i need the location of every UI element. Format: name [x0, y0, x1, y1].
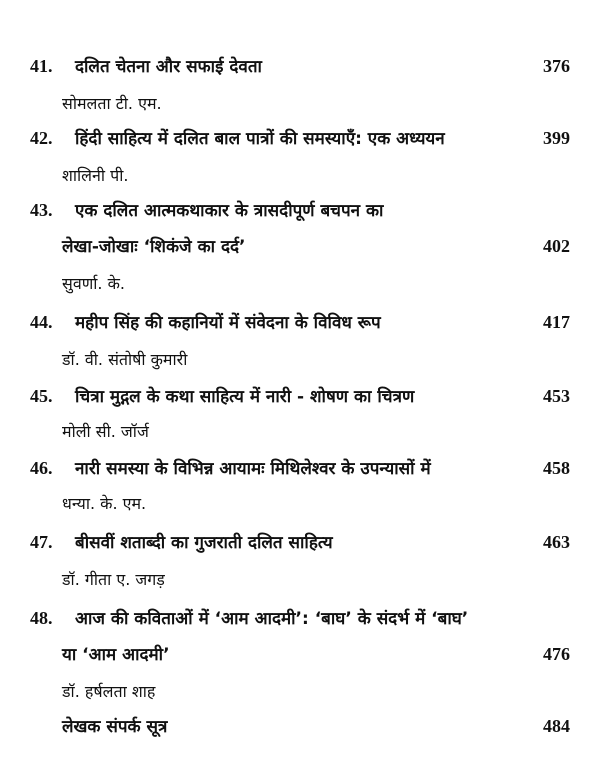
entry-title: नारी समस्या के विभिन्न आयामः मिथिलेश्वर के उपन्यासों में — [75, 459, 431, 479]
entry-author: शालिनी पी. — [62, 166, 129, 185]
toc-entry-45 — [0, 384, 600, 412]
entry-author: धन्या. के. एम. — [62, 494, 147, 513]
entry-title: हिंदी साहित्य में दलित बाल पात्रों की समस्याएँ: एक अध्ययन — [75, 129, 445, 149]
entry-number: 48. — [30, 608, 53, 628]
toc-entry-47 — [0, 530, 600, 558]
entry-page-number: 484 — [543, 716, 570, 736]
toc-entry-author-contacts — [0, 714, 600, 742]
entry-page-number: 476 — [543, 644, 570, 664]
toc-entry-44 — [0, 310, 600, 338]
entry-number: 41. — [30, 56, 53, 76]
entry-title: एक दलित आत्मकथाकार के त्रासदीपूर्ण बचपन का — [75, 201, 384, 221]
entry-author: मोली सी. जॉर्ज — [62, 422, 149, 441]
entry-number: 43. — [30, 200, 53, 220]
entry-number: 42. — [30, 128, 53, 148]
entry-number: 47. — [30, 532, 53, 552]
entry-title: चित्रा मुद्गल के कथा साहित्य में नारी - शोषण का चित्रण — [75, 387, 415, 407]
toc-entry-41 — [0, 54, 600, 82]
entry-number: 44. — [30, 312, 53, 332]
entry-number: 45. — [30, 386, 53, 406]
entry-title: महीप सिंह की कहानियों में संवेदना के विविध रूप — [75, 313, 381, 333]
entry-title-continuation: या ‘आम आदमी’ — [62, 645, 170, 665]
entry-page-number: 402 — [543, 236, 570, 256]
entry-title-continuation: लेखा-जोखाः ‘शिकंजे का दर्द’ — [62, 237, 246, 257]
toc-entry-46 — [0, 456, 600, 484]
entry-page-number: 399 — [543, 128, 570, 148]
entry-page-number: 376 — [543, 56, 570, 76]
entry-page-number: 453 — [543, 386, 570, 406]
toc-entry-48-continuation — [0, 642, 600, 670]
toc-entry-43-continuation — [0, 234, 600, 262]
entry-author: सुवर्णा. के. — [62, 274, 125, 293]
entry-author: डॉ. गीता ए. जगड़ — [62, 570, 165, 589]
entry-title: बीसवीं शताब्दी का गुजराती दलित साहित्य — [75, 533, 333, 553]
entry-page-number: 463 — [543, 532, 570, 552]
entry-page-number: 458 — [543, 458, 570, 478]
toc-entry-42 — [0, 126, 600, 154]
entry-title: दलित चेतना और सफाई देवता — [75, 57, 262, 77]
toc-entry-48 — [0, 606, 600, 634]
toc-entry-43 — [0, 198, 600, 226]
entry-author: डॉ. वी. संतोषी कुमारी — [62, 350, 188, 369]
entry-author: डॉ. हर्षलता शाह — [62, 682, 156, 701]
entry-number: 46. — [30, 458, 53, 478]
entry-page-number: 417 — [543, 312, 570, 332]
entry-title: आज की कविताओं में ‘आम आदमी’: ‘बाघ’ के संदर्भ में ‘बाघ’ — [75, 609, 469, 629]
entry-title: लेखक संपर्क सूत्र — [62, 717, 168, 737]
entry-author: सोमलता टी. एम. — [62, 94, 162, 113]
